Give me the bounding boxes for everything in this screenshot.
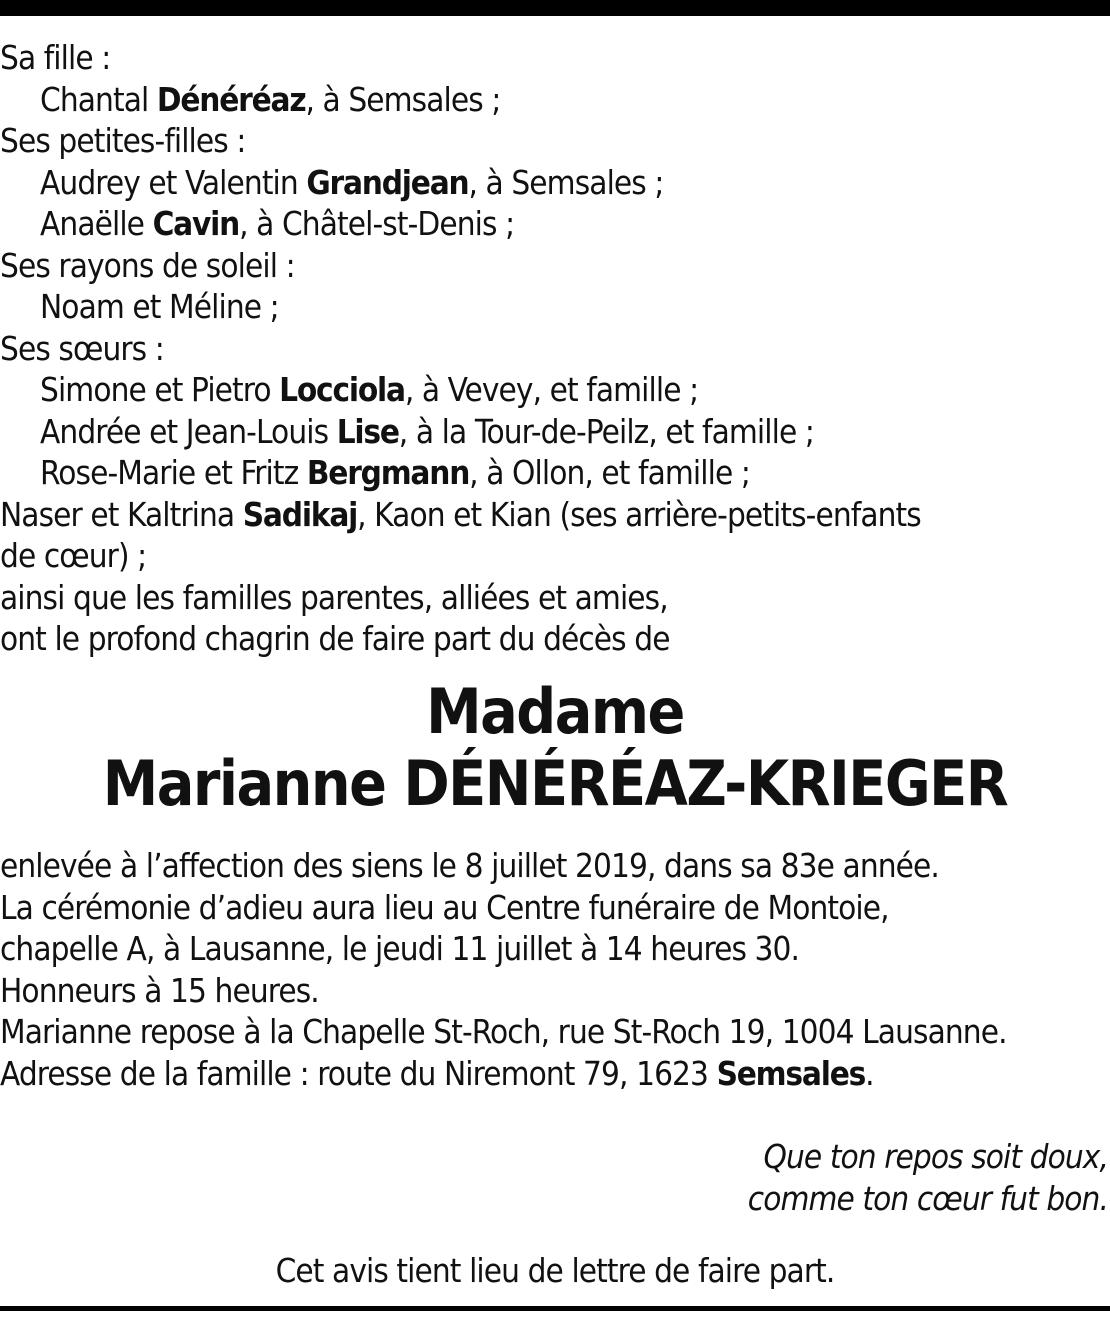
heart-family-entry [0, 494, 1100, 536]
daughter-heading: Sa fille : [0, 38, 111, 77]
first-names: Anaëlle [40, 204, 153, 243]
family-address-line [0, 1053, 1100, 1095]
announcement-line: ont le profond chagrin de faire part du décès de [0, 619, 670, 658]
surname: Lise [336, 411, 399, 451]
sisters-heading: Ses sœurs : [0, 328, 164, 368]
first-names: Naser et Kaltrina [0, 494, 243, 534]
closing-verse-line: Que ton repos soit doux, [763, 1137, 1108, 1176]
address-text: Adresse de la famille : route du Niremont 79, 1623 [0, 1053, 717, 1093]
place: , à Ollon, et famille ; [469, 453, 750, 492]
place: , à la Tour-de-Peilz, et famille ; [398, 411, 814, 451]
place: , à Châtel-st-Denis ; [239, 204, 515, 243]
address-town: Semsales [716, 1053, 866, 1093]
first-names: Andrée et Jean-Louis [40, 411, 337, 451]
daughter-entry [0, 79, 1100, 121]
place: , à Semsales ; [305, 79, 501, 119]
first-names: Audrey et Valentin [40, 162, 307, 202]
relatives-line: ainsi que les familles parentes, alliées et amies, [0, 577, 668, 617]
details-line: chapelle A, à Lausanne, le jeudi 11 juillet à 14 heures 30. [0, 929, 800, 968]
sister-entry [0, 369, 1100, 411]
details-line: Honneurs à 15 heures. [0, 970, 319, 1010]
details-line: La cérémonie d’adieu aura lieu au Centre funéraire de Montoie, [0, 887, 889, 927]
bottom-rule [0, 1306, 1110, 1311]
surname: Cavin [152, 204, 240, 243]
surname: Dénéréaz [156, 79, 306, 119]
first-names: Chantal [40, 79, 157, 119]
deceased-name-block [0, 676, 1110, 820]
granddaughter-entry [0, 203, 1100, 245]
deceased-title: Madame [426, 675, 684, 748]
closing-verse-line: comme ton cœur fut bon. [747, 1178, 1108, 1218]
place: , à Semsales ; [468, 162, 664, 202]
surname: Locciola [279, 370, 405, 409]
footer-note: Cet avis tient lieu de lettre de faire part. [275, 1251, 835, 1290]
funeral-details [0, 845, 1100, 1094]
deceased-name: Marianne DÉNÉRÉAZ-KRIEGER [102, 747, 1008, 820]
closing-verse [748, 1136, 1108, 1219]
entry-rest: , Kaon et Kian (ses arrière-petits-enfants [357, 494, 921, 534]
family-list [0, 37, 1100, 660]
sister-entry [0, 411, 1100, 453]
details-line: enlevée à l’affection des siens le 8 juillet 2019, dans sa 83e année. [0, 846, 939, 885]
sunrays-entry: Noam et Méline ; [40, 287, 279, 326]
place: , à Vevey, et famille ; [404, 370, 699, 409]
details-line: Marianne repose à la Chapelle St-Roch, rue St-Roch 19, 1004 Lausanne. [0, 1012, 1007, 1051]
heart-family-entry-cont: de cœur) ; [0, 536, 147, 575]
sunrays-heading: Ses rayons de soleil : [0, 245, 295, 285]
granddaughter-entry [0, 162, 1100, 204]
surname: Grandjean [306, 162, 469, 202]
granddaughters-heading: Ses petites-filles : [0, 121, 246, 160]
top-rule [0, 0, 1110, 16]
surname: Bergmann [306, 453, 470, 492]
first-names: Rose-Marie et Fritz [40, 453, 307, 492]
surname: Sadikaj [242, 494, 358, 534]
sister-entry [0, 452, 1100, 494]
first-names: Simone et Pietro [40, 370, 280, 409]
address-end: . [865, 1053, 874, 1093]
